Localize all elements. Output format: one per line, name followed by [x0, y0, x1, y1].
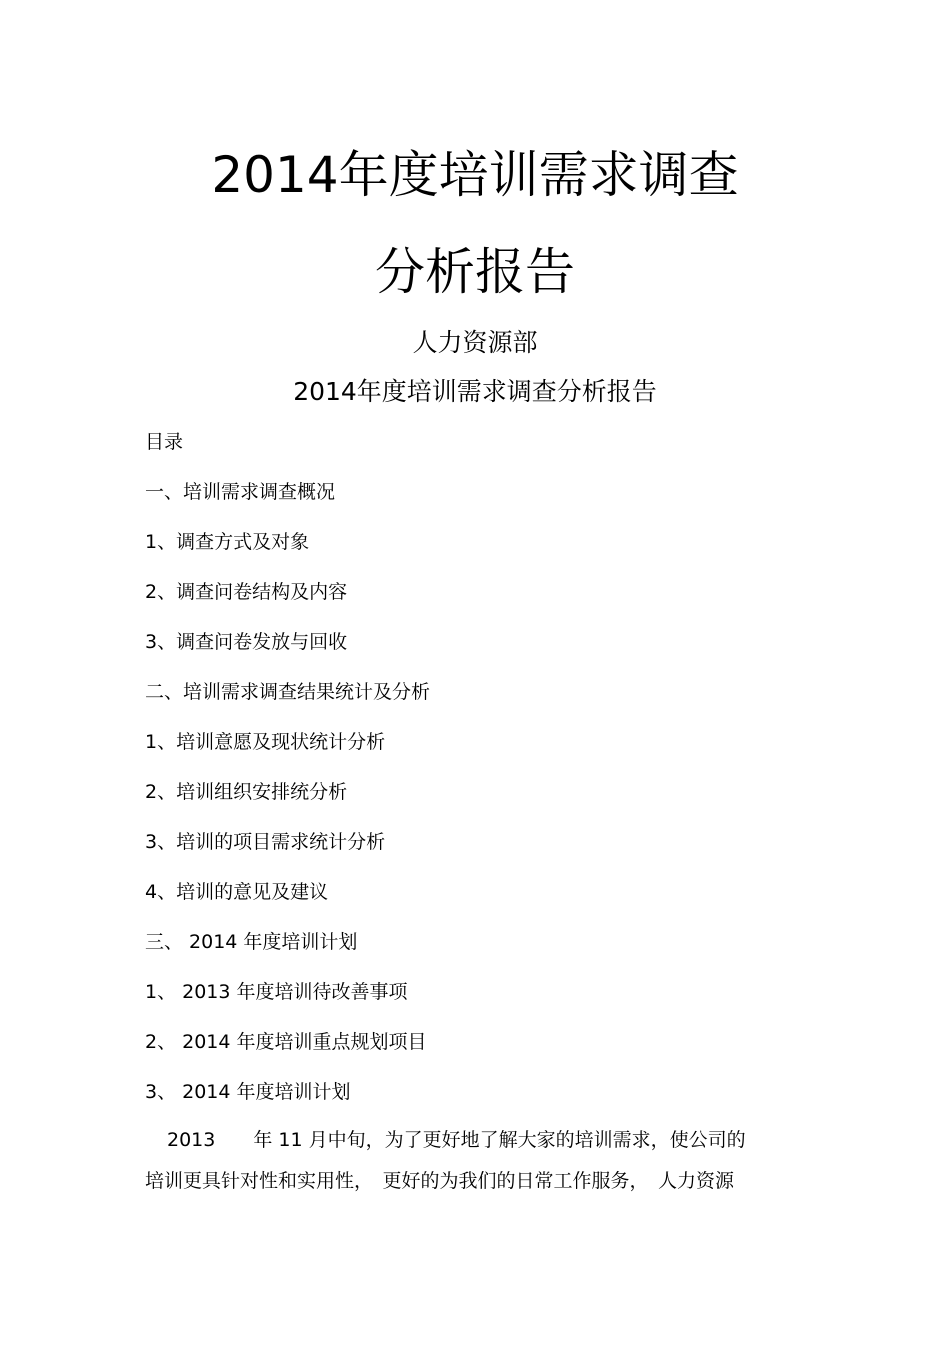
toc-item: 3、培训的项目需求统计分析	[145, 831, 386, 853]
department-name: 人力资源部	[412, 328, 538, 357]
report-subtitle: 2014年度培训需求调查分析报告	[293, 377, 657, 406]
toc-item: 3、调查问卷发放与回收	[145, 631, 348, 653]
toc-item: 1、培训意愿及现状统计分析	[145, 731, 386, 753]
intro-paragraph	[145, 1127, 810, 1209]
toc-item: 2、培训组织安排统分析	[145, 781, 348, 803]
toc-item: 1、调查方式及对象	[145, 531, 310, 553]
paragraph-line: 2013 年 11 月中旬，为了更好地了解大家的培训需求，使公司的	[167, 1129, 746, 1151]
toc-item: 1、 2013 年度培训待改善事项	[145, 981, 408, 1003]
toc-item: 二、培训需求调查结果统计及分析	[145, 681, 431, 703]
toc-item: 2、 2014 年度培训重点规划项目	[145, 1031, 427, 1053]
toc-item: 4、培训的意见及建议	[145, 881, 329, 903]
table-of-contents	[145, 479, 430, 1129]
toc-item: 2、调查问卷结构及内容	[145, 581, 348, 603]
toc-item: 三、 2014 年度培训计划	[145, 931, 358, 953]
paragraph-line: 培训更具针对性和实用性， 更好的为我们的日常工作服务， 人力资源	[145, 1170, 735, 1192]
document-title-line-2: 分析报告	[375, 243, 575, 301]
toc-item: 一、培训需求调查概况	[145, 481, 336, 503]
toc-heading: 目录	[145, 431, 184, 453]
document-title-line-1: 2014年度培训需求调查	[211, 146, 739, 204]
toc-item: 3、 2014 年度培训计划	[145, 1081, 351, 1103]
